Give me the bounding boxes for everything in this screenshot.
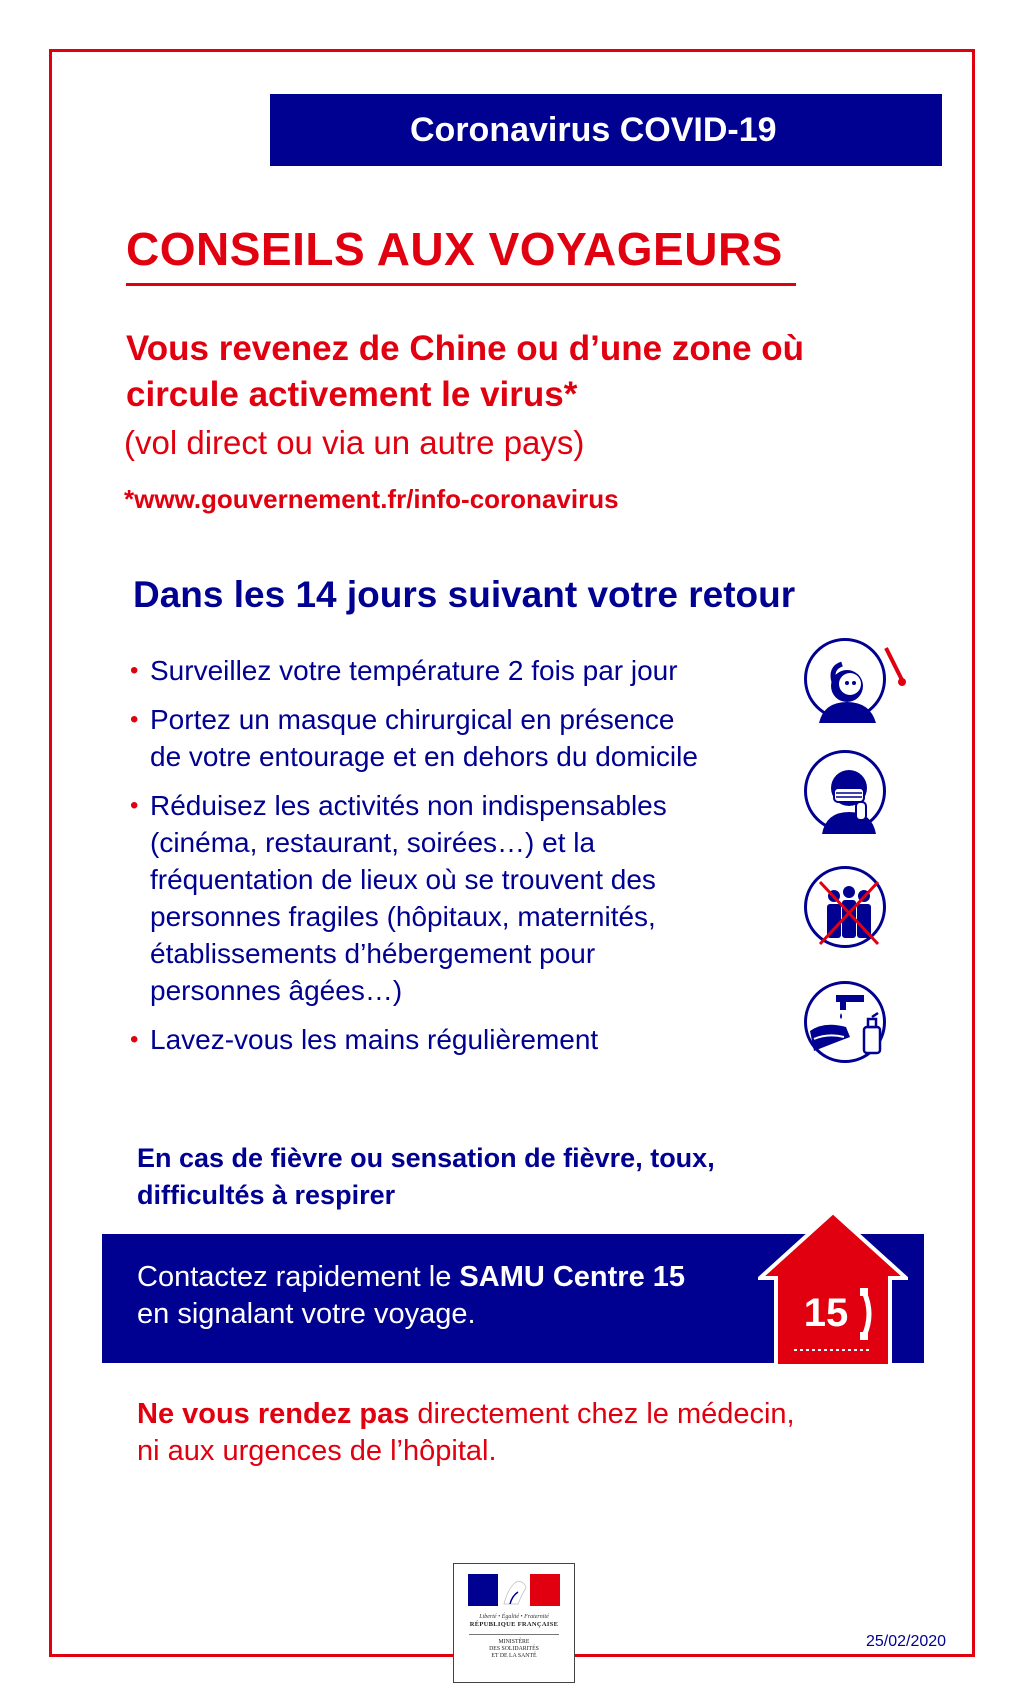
thermometer-icon [804, 638, 886, 720]
samu-house-icon [758, 1208, 908, 1372]
house-number: 15 [803, 1291, 849, 1335]
warning-line-1: Ne vous rendez pas directement chez le médecin, [137, 1398, 795, 1430]
no-crowd-icon [804, 866, 886, 948]
covid-banner-text: Coronavirus COVID-19 [410, 110, 777, 149]
intro-line-2: circule activement le virus* [126, 375, 578, 414]
handwash-icon [804, 981, 886, 1063]
mask-icon [804, 750, 886, 832]
logo-divider [469, 1634, 559, 1635]
warning-line-2: ni aux urgences de l’hôpital. [137, 1435, 497, 1467]
publication-date: 25/02/2020 [866, 1633, 947, 1650]
info-url-link[interactable]: *www.gouvernement.fr/info-coronavirus [124, 484, 619, 514]
title-underline [126, 283, 796, 286]
advice-item-wash-hands: • Lavez-vous les mains régulièrement [128, 1021, 798, 1058]
samu-line-2: en signalant votre voyage. [137, 1298, 476, 1330]
bullet-icon: • [130, 706, 139, 733]
fever-symptoms: En cas de fièvre ou sensation de fièvre, toux, difficultés à respirer [137, 1143, 715, 1210]
intro-line-1: Vous revenez de Chine ou d’une zone où [126, 329, 805, 368]
tricolor-flag-icon [468, 1574, 560, 1606]
logo-republic: RÉPUBLIQUE FRANÇAISE [469, 1621, 559, 1628]
section-heading: Dans les 14 jours suivant votre retour [133, 574, 796, 615]
warning-message [137, 1396, 897, 1470]
bullet-icon: • [130, 1026, 139, 1053]
covid-banner [270, 94, 942, 166]
intro-question [126, 326, 906, 418]
republique-francaise-logo [453, 1563, 575, 1683]
advice-item-temperature: • Surveillez votre température 2 fois par jour [128, 652, 798, 689]
bullet-icon: • [130, 792, 139, 819]
samu-line-1: Contactez rapidement le SAMU Centre 15 [137, 1261, 686, 1293]
advice-list [128, 652, 798, 1070]
page-title: CONSEILS AUX VOYAGEURS [126, 223, 783, 275]
logo-ministry: MINISTÈRE DES SOLIDARITÉS ET DE LA SANTÉ [489, 1639, 539, 1659]
advice-item-mask: • Portez un masque chirurgical en présence de votre entourage et en dehors du domicile [128, 701, 798, 775]
bullet-icon: • [130, 657, 139, 684]
advice-item-reduce-activities: • Réduisez les activités non indispensables (cinéma, restaurant, soirées…) et la fréquentation de lieux où se trouvent des personnes fragiles (hôpitaux, maternités, établissements d’hébergement pour personnes âgées…) [128, 787, 798, 1009]
intro-parenthetical: (vol direct ou via un autre pays) [124, 424, 585, 461]
logo-motto: Liberté • Égalité • Fraternité [479, 1614, 549, 1620]
